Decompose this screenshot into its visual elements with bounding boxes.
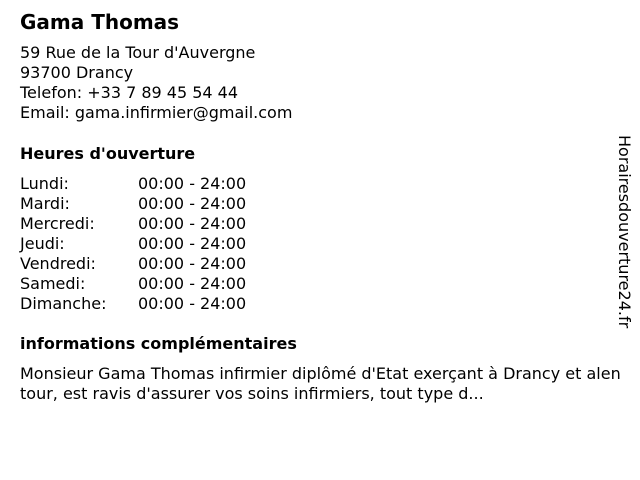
business-description: Monsieur Gama Thomas infirmier diplômé d'Etat exerçant à Drancy et alentour, est ravis d'assurer vos soins infirmiers, tout type d...	[20, 364, 621, 403]
time-range: 00:00 - 24:00	[138, 274, 247, 293]
time-range: 00:00 - 24:00	[138, 234, 247, 253]
hours-row-friday	[20, 254, 246, 274]
site-watermark	[612, 135, 636, 345]
hours-row-sunday	[20, 294, 246, 314]
additional-info-heading: informations complémentaires	[20, 334, 297, 353]
day-label: Lundi:	[20, 174, 69, 193]
time-range: 00:00 - 24:00	[138, 214, 247, 233]
time-range: 00:00 - 24:00	[138, 254, 247, 273]
day-label: Dimanche:	[20, 294, 107, 313]
hours-row-saturday	[20, 274, 246, 294]
time-range: 00:00 - 24:00	[138, 194, 247, 213]
day-label: Mercredi:	[20, 214, 95, 233]
day-label: Jeudi:	[20, 234, 65, 253]
hours-row-wednesday	[20, 214, 246, 234]
day-label: Mardi:	[20, 194, 70, 213]
hours-row-tuesday	[20, 194, 246, 214]
email-address: Email: gama.infirmier@gmail.com	[20, 103, 293, 122]
hours-row-thursday	[20, 234, 246, 254]
time-range: 00:00 - 24:00	[138, 294, 247, 313]
phone-number: Telefon: +33 7 89 45 54 44	[20, 83, 239, 102]
watermark-text: Horairesdouverture24.fr	[615, 135, 634, 329]
day-label: Samedi:	[20, 274, 86, 293]
street-address: 59 Rue de la Tour d'Auvergne	[20, 43, 256, 62]
time-range: 00:00 - 24:00	[138, 174, 247, 193]
hours-row-monday	[20, 174, 246, 194]
contact-block	[20, 43, 292, 123]
opening-hours-list	[20, 174, 246, 314]
business-name: Gama Thomas	[20, 10, 180, 34]
opening-hours-heading: Heures d'ouverture	[20, 144, 196, 163]
postal-city: 93700 Drancy	[20, 63, 134, 82]
day-label: Vendredi:	[20, 254, 96, 273]
